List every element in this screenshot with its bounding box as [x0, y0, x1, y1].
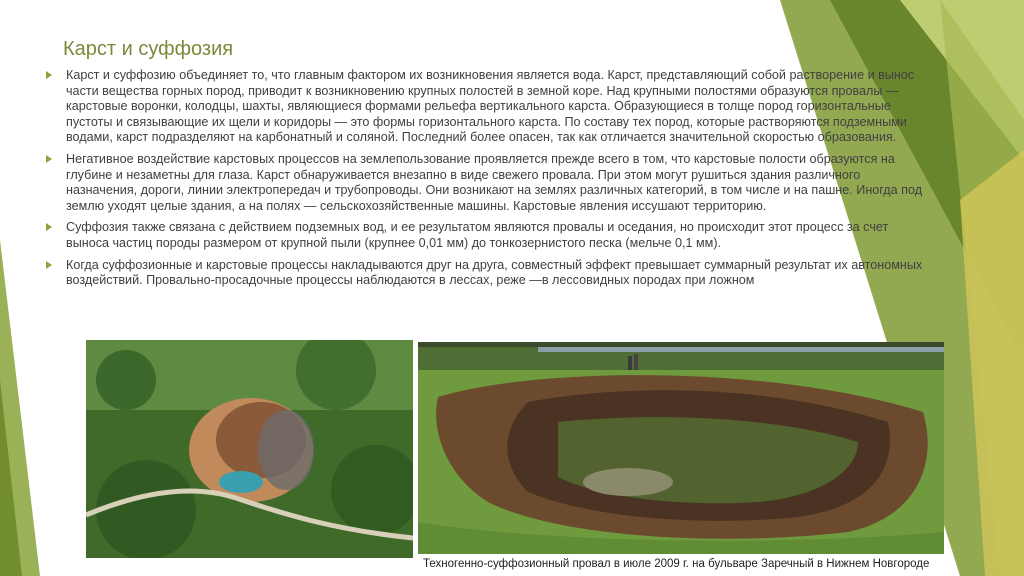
- suffosion-sinkhole-photo: [418, 342, 944, 554]
- bullet-item: [46, 220, 926, 251]
- slide-title: Карст и суффозия: [63, 38, 234, 60]
- bullet-text: Когда суффозионные и карстовые процессы накладываются друг на друга, совместный эффект превышает суммарный результат их автономных воздействий. Провально-просадочные процессы наблюдаются в лессах, реже —в лессовидных породах при ложном: [66, 257, 923, 288]
- bullet-arrow-icon: [46, 155, 52, 163]
- bullet-arrow-icon: [46, 261, 52, 269]
- bullet-item: [46, 152, 926, 214]
- sinkhole-aerial-photo: [86, 340, 413, 558]
- bullet-text: Негативное воздействие карстовых процессов на землепользование проявляется прежде всего в том, что карстовые полости образуются на глубине и незаметны для глаза. Карст обнаруживается внезапно в виде свежего провала. При этом могут рушиться здания различного назначения, дороги, линии электропередач и трубопроводы. Они возникают на землях различных категорий, в том числе и на пашне. Иногда под землю уходят целые здания, а на полях — сельскохозяйственные машины. Карстовые явления иссушают территорию.: [66, 151, 923, 213]
- bullet-list: [46, 68, 926, 295]
- bullet-arrow-icon: [46, 71, 52, 79]
- bullet-item: [46, 68, 926, 146]
- bullet-item: [46, 258, 926, 289]
- bullet-arrow-icon: [46, 223, 52, 231]
- photo-caption: Техногенно-суффозионный провал в июле 2009 г. на бульваре Заречный в Нижнем Новгороде: [423, 558, 930, 570]
- bullet-text: Карст и суффозию объединяет то, что главным фактором их возникновения является вода. Карст, представляющий собой растворение и вынос части вещества горных пород, приводит к возникновению крупных полостей в земной коре. Над крупными полостями образуются провалы — карстовые воронки, колодцы, шахты, являющиеся формами рельефа вертикального карста. Образующиеся в толще пород горизонтальные пустоты и связывающие их щели и коридоры — это формы горизонтального карста. По составу тех пород, которые растворяются подземными водами, карст подразделяют на карбонатный и соляной. Последний более опасен, так как отличается значительной скоростью образования.: [66, 68, 915, 145]
- bullet-text: Суффозия также связана с действием подземных вод, и ее результатом являются провалы и оседания, но происходит этот процесс за счет выноса частиц породы размером от крупной пыли (крупнее 0,01 мм) до тонкозернистого песка (мельче 0,1 мм).: [66, 220, 889, 250]
